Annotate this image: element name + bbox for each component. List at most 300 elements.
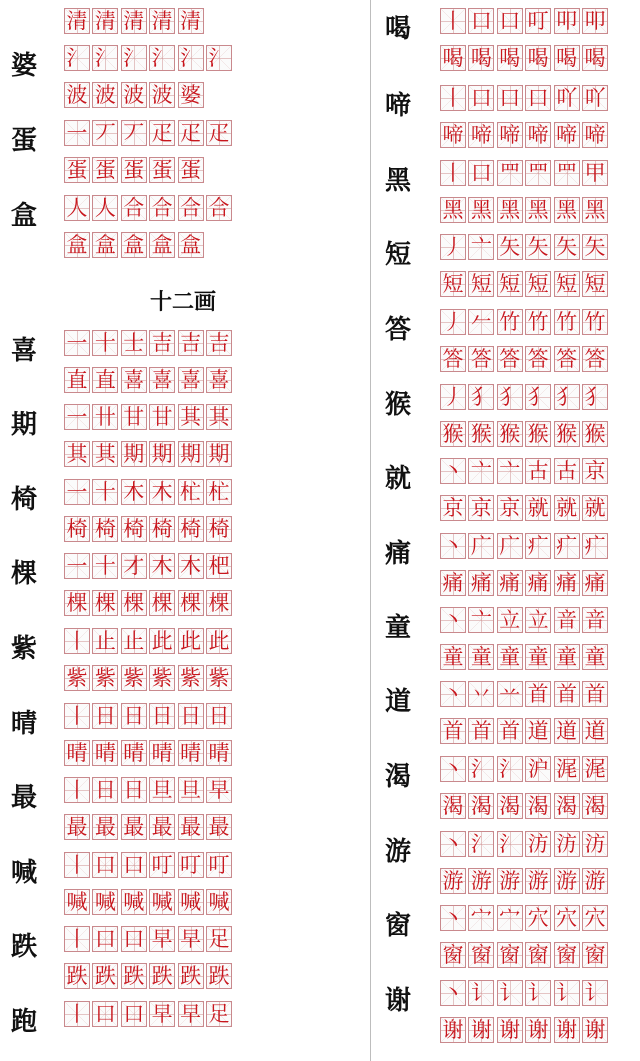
stroke-glyph: 早 (208, 777, 230, 802)
tracing-cell (582, 942, 608, 968)
stroke-glyph: 短 (584, 271, 606, 296)
stroke-glyph: 渴 (556, 793, 578, 818)
stroke-glyph: 吉 (151, 330, 173, 355)
tracing-cell (525, 309, 551, 335)
stroke-glyph: 痛 (556, 570, 578, 595)
tracing-cell (525, 533, 551, 559)
tracing-cell (554, 495, 580, 521)
stroke-glyph: 蛋 (123, 157, 145, 182)
tracing-cell (64, 516, 90, 542)
headword-char: 婆 (10, 51, 37, 81)
stroke-glyph: 喜 (123, 367, 145, 392)
stroke-glyph: 甲 (584, 160, 606, 185)
stroke-glyph: 丶 (442, 458, 464, 483)
stroke-glyph: 杧 (208, 479, 230, 504)
tracing-cell (468, 1017, 494, 1043)
stroke-glyph: 跌 (123, 963, 145, 988)
stroke-glyph: 穴 (527, 905, 549, 930)
stroke-glyph: 甘 (151, 404, 173, 429)
tracing-cell (440, 197, 466, 223)
headword-char: 蛋 (10, 126, 37, 156)
tracing-cell (582, 197, 608, 223)
tracing-cell (64, 195, 90, 221)
tracing-cell (149, 963, 175, 989)
stroke-glyph: 丨 (66, 703, 88, 728)
stroke-glyph: 口 (470, 85, 492, 110)
stroke-glyph: 答 (527, 346, 549, 371)
tracing-cell (497, 570, 523, 596)
stroke-glyph: 童 (442, 644, 464, 669)
tracing-cell (64, 1001, 90, 1027)
stroke-glyph: 婆 (180, 82, 202, 107)
tracing-row (440, 533, 610, 559)
stroke-glyph: 短 (470, 271, 492, 296)
tracing-cell (206, 628, 232, 654)
stroke-glyph: 一 (66, 330, 88, 355)
tracing-cell (554, 570, 580, 596)
stroke-glyph: 丶 (442, 607, 464, 632)
tracing-cell (582, 346, 608, 372)
tracing-cell (468, 756, 494, 782)
tracing-cell (92, 852, 118, 878)
stroke-glyph: 痛 (499, 570, 521, 595)
stroke-glyph: 口 (470, 160, 492, 185)
tracing-cell (497, 905, 523, 931)
tracing-cell (121, 45, 147, 71)
tracing-cell (149, 740, 175, 766)
tracing-cell (468, 942, 494, 968)
tracing-cell (497, 681, 523, 707)
headword-char: 喊 (10, 858, 37, 888)
stroke-glyph: 矢 (584, 234, 606, 259)
stroke-glyph: 窗 (584, 942, 606, 967)
tracing-cell (178, 553, 204, 579)
headword-char: 童 (384, 613, 411, 643)
tracing-cell (497, 868, 523, 894)
stroke-glyph: 啼 (556, 122, 578, 147)
tracing-cell (440, 421, 466, 447)
tracing-row (440, 197, 610, 223)
stroke-glyph: 一 (66, 120, 88, 145)
tracing-row (64, 82, 206, 108)
stroke-glyph: 甘 (123, 404, 145, 429)
stroke-glyph: 窗 (470, 942, 492, 967)
stroke-glyph: 丨 (442, 160, 464, 185)
stroke-glyph: 答 (556, 346, 578, 371)
tracing-cell (525, 681, 551, 707)
tracing-cell (554, 309, 580, 335)
tracing-cell (178, 157, 204, 183)
tracing-row (440, 718, 610, 744)
tracing-cell (64, 852, 90, 878)
tracing-row (440, 831, 610, 857)
tracing-cell (497, 234, 523, 260)
tracing-cell (64, 553, 90, 579)
stroke-glyph: 盒 (151, 232, 173, 257)
tracing-row (440, 346, 610, 372)
stroke-glyph: 古 (527, 458, 549, 483)
tracing-cell (582, 122, 608, 148)
stroke-glyph: 短 (442, 271, 464, 296)
stroke-glyph: 谢 (556, 1017, 578, 1042)
stroke-glyph: 木 (151, 553, 173, 578)
stroke-glyph: 日 (208, 703, 230, 728)
tracing-cell (468, 607, 494, 633)
tracing-cell (582, 8, 608, 34)
stroke-glyph: 波 (66, 82, 88, 107)
tracing-cell (121, 367, 147, 393)
stroke-glyph: 汸 (584, 831, 606, 856)
tracing-row (440, 942, 610, 968)
tracing-cell (554, 8, 580, 34)
stroke-glyph: 紫 (208, 665, 230, 690)
stroke-glyph: 讠 (499, 980, 521, 1005)
stroke-glyph: 游 (470, 868, 492, 893)
stroke-glyph: 跌 (208, 963, 230, 988)
stroke-glyph: 丿 (442, 234, 464, 259)
tracing-cell (468, 309, 494, 335)
tracing-row (64, 45, 234, 71)
tracing-cell (121, 8, 147, 34)
stroke-glyph: 清 (66, 8, 88, 33)
tracing-cell (554, 831, 580, 857)
tracing-cell (64, 926, 90, 952)
stroke-glyph: 日 (123, 777, 145, 802)
stroke-glyph: 游 (527, 868, 549, 893)
tracing-cell (206, 553, 232, 579)
tracing-cell (178, 926, 204, 952)
tracing-cell (468, 533, 494, 559)
stroke-glyph: 喝 (556, 45, 578, 70)
tracing-cell (582, 1017, 608, 1043)
stroke-glyph: 氵 (151, 45, 173, 70)
stroke-glyph: 喊 (151, 889, 173, 914)
stroke-glyph: 晴 (94, 740, 116, 765)
tracing-row (440, 905, 610, 931)
tracing-cell (525, 905, 551, 931)
tracing-cell (440, 905, 466, 931)
stroke-glyph: 喜 (151, 367, 173, 392)
tracing-cell (525, 868, 551, 894)
stroke-glyph: 棵 (66, 590, 88, 615)
stroke-glyph: 口 (94, 852, 116, 877)
stroke-glyph: 氵 (66, 45, 88, 70)
headword-char: 棵 (10, 559, 37, 589)
tracing-cell (525, 570, 551, 596)
tracing-row (64, 441, 234, 467)
stroke-glyph: 才 (123, 553, 145, 578)
stroke-glyph: 京 (499, 495, 521, 520)
stroke-glyph: 人 (94, 195, 116, 220)
tracing-cell (178, 665, 204, 691)
tracing-cell (497, 122, 523, 148)
tracing-cell (121, 777, 147, 803)
stroke-glyph: 亠 (499, 458, 521, 483)
tracing-cell (554, 85, 580, 111)
stroke-glyph: 盒 (123, 232, 145, 257)
stroke-glyph: 旦 (151, 777, 173, 802)
stroke-glyph: 痛 (442, 570, 464, 595)
tracing-cell (92, 628, 118, 654)
tracing-cell (92, 232, 118, 258)
stroke-glyph: 盒 (180, 232, 202, 257)
stroke-glyph: 椅 (151, 516, 173, 541)
stroke-glyph: 窗 (499, 942, 521, 967)
tracing-cell (121, 441, 147, 467)
tracing-cell (92, 330, 118, 356)
stroke-glyph: 丆 (123, 120, 145, 145)
tracing-row (64, 516, 234, 542)
stroke-glyph: 讠 (556, 980, 578, 1005)
stroke-glyph: 黑 (584, 197, 606, 222)
stroke-glyph: 丿 (442, 384, 464, 409)
stroke-glyph: 早 (151, 926, 173, 951)
tracing-row (440, 868, 610, 894)
tracing-cell (440, 644, 466, 670)
stroke-glyph: 游 (584, 868, 606, 893)
tracing-cell (121, 157, 147, 183)
stroke-glyph: 童 (527, 644, 549, 669)
tracing-cell (178, 740, 204, 766)
tracing-cell (497, 718, 523, 744)
tracing-cell (468, 421, 494, 447)
stroke-glyph: 最 (180, 814, 202, 839)
stroke-glyph: 喊 (208, 889, 230, 914)
stroke-glyph: 猴 (584, 421, 606, 446)
tracing-cell (440, 756, 466, 782)
tracing-cell (206, 889, 232, 915)
section-title: 十二画 (149, 289, 216, 315)
tracing-cell (440, 570, 466, 596)
stroke-glyph: 紫 (123, 665, 145, 690)
stroke-glyph: 口 (123, 1001, 145, 1026)
tracing-cell (440, 384, 466, 410)
tracing-row (440, 458, 610, 484)
stroke-glyph: 杧 (180, 479, 202, 504)
stroke-glyph: 晴 (123, 740, 145, 765)
tracing-cell (582, 309, 608, 335)
tracing-cell (554, 868, 580, 894)
tracing-cell (440, 309, 466, 335)
tracing-cell (497, 271, 523, 297)
tracing-cell (64, 777, 90, 803)
tracing-cell (468, 495, 494, 521)
stroke-glyph: 足 (208, 926, 230, 951)
stroke-glyph: 棵 (123, 590, 145, 615)
tracing-cell (206, 367, 232, 393)
stroke-glyph: 止 (123, 628, 145, 653)
tracing-cell (525, 644, 551, 670)
stroke-glyph: 吉 (180, 330, 202, 355)
tracing-cell (206, 703, 232, 729)
tracing-cell (554, 793, 580, 819)
tracing-row (440, 160, 610, 186)
stroke-glyph: 直 (94, 367, 116, 392)
tracing-row (440, 85, 610, 111)
stroke-glyph: 痛 (584, 570, 606, 595)
stroke-glyph: 犭 (470, 384, 492, 409)
stroke-glyph: 答 (470, 346, 492, 371)
stroke-glyph: 此 (180, 628, 202, 653)
stroke-glyph: 十 (94, 479, 116, 504)
stroke-glyph: 蛋 (151, 157, 173, 182)
tracing-cell (525, 122, 551, 148)
tracing-row (64, 926, 234, 952)
stroke-glyph: 木 (123, 479, 145, 504)
tracing-cell (64, 367, 90, 393)
tracing-cell (92, 195, 118, 221)
tracing-cell (525, 793, 551, 819)
headword-char: 跌 (10, 932, 37, 962)
stroke-glyph: 口 (499, 8, 521, 33)
tracing-cell (440, 234, 466, 260)
stroke-glyph: 盒 (94, 232, 116, 257)
tracing-cell (582, 868, 608, 894)
stroke-glyph: 蛋 (66, 157, 88, 182)
tracing-row (440, 271, 610, 297)
tracing-cell (121, 740, 147, 766)
stroke-glyph: 杷 (208, 553, 230, 578)
stroke-glyph: 期 (151, 441, 173, 466)
stroke-glyph: 喝 (527, 45, 549, 70)
stroke-glyph: 晴 (151, 740, 173, 765)
stroke-glyph: 黑 (499, 197, 521, 222)
tracing-cell (121, 889, 147, 915)
tracing-cell (178, 889, 204, 915)
stroke-glyph: 跌 (180, 963, 202, 988)
stroke-glyph: 丨 (66, 926, 88, 951)
headword-char: 短 (384, 240, 411, 270)
stroke-glyph: 清 (123, 8, 145, 33)
tracing-cell (554, 756, 580, 782)
tracing-cell (178, 45, 204, 71)
tracing-row (64, 120, 234, 146)
stroke-glyph: 丨 (442, 85, 464, 110)
tracing-row (64, 628, 234, 654)
tracing-cell (468, 570, 494, 596)
tracing-cell (178, 1001, 204, 1027)
stroke-glyph: 棵 (94, 590, 116, 615)
tracing-cell (497, 644, 523, 670)
tracing-cell (554, 45, 580, 71)
stroke-glyph: 就 (527, 495, 549, 520)
tracing-cell (121, 814, 147, 840)
tracing-cell (149, 232, 175, 258)
stroke-glyph: 最 (94, 814, 116, 839)
stroke-glyph: 氵 (94, 45, 116, 70)
stroke-glyph: 喜 (180, 367, 202, 392)
stroke-glyph: 短 (556, 271, 578, 296)
stroke-glyph: 波 (94, 82, 116, 107)
tracing-cell (582, 85, 608, 111)
tracing-cell (582, 607, 608, 633)
tracing-cell (121, 703, 147, 729)
stroke-glyph: 旦 (180, 777, 202, 802)
stroke-glyph: 亠 (470, 458, 492, 483)
tracing-cell (178, 404, 204, 430)
tracing-cell (440, 85, 466, 111)
tracing-cell (497, 607, 523, 633)
headword-char: 答 (384, 315, 411, 345)
tracing-cell (92, 963, 118, 989)
tracing-cell (121, 82, 147, 108)
tracing-cell (554, 1017, 580, 1043)
stroke-glyph: 喝 (470, 45, 492, 70)
tracing-row (440, 8, 610, 34)
tracing-row (440, 607, 610, 633)
stroke-glyph: 蛋 (94, 157, 116, 182)
tracing-cell (64, 590, 90, 616)
tracing-cell (554, 346, 580, 372)
tracing-cell (440, 533, 466, 559)
tracing-cell (497, 346, 523, 372)
tracing-cell (64, 330, 90, 356)
tracing-cell (440, 718, 466, 744)
stroke-glyph: 啼 (470, 122, 492, 147)
tracing-cell (121, 195, 147, 221)
stroke-glyph: 黑 (470, 197, 492, 222)
tracing-cell (468, 831, 494, 857)
tracing-cell (206, 852, 232, 878)
headword-char: 椅 (10, 485, 37, 515)
stroke-glyph: 犭 (556, 384, 578, 409)
tracing-cell (92, 1001, 118, 1027)
stroke-glyph: 广 (470, 533, 492, 558)
tracing-cell (582, 421, 608, 447)
tracing-cell (440, 607, 466, 633)
stroke-glyph: 广 (499, 533, 521, 558)
tracing-cell (178, 441, 204, 467)
tracing-cell (554, 681, 580, 707)
stroke-glyph: 期 (208, 441, 230, 466)
tracing-cell (582, 793, 608, 819)
stroke-glyph: 晴 (208, 740, 230, 765)
stroke-glyph: 谢 (470, 1017, 492, 1042)
tracing-cell (468, 234, 494, 260)
tracing-cell (178, 8, 204, 34)
headword-char: 盒 (10, 201, 37, 231)
tracing-cell (525, 45, 551, 71)
stroke-glyph: 十 (94, 330, 116, 355)
tracing-cell (525, 756, 551, 782)
stroke-glyph: 吉 (208, 330, 230, 355)
tracing-row (440, 384, 610, 410)
tracing-row (64, 1001, 234, 1027)
stroke-glyph: 喊 (180, 889, 202, 914)
stroke-glyph: 丶 (442, 533, 464, 558)
tracing-cell (149, 479, 175, 505)
stroke-glyph: 丶 (442, 980, 464, 1005)
headword-char: 啼 (384, 91, 411, 121)
tracing-cell (440, 458, 466, 484)
tracing-cell (206, 814, 232, 840)
stroke-glyph: 足 (208, 1001, 230, 1026)
stroke-glyph: 氵 (470, 756, 492, 781)
tracing-cell (178, 852, 204, 878)
tracing-row (64, 852, 234, 878)
stroke-glyph: 叩 (556, 8, 578, 33)
tracing-cell (497, 756, 523, 782)
stroke-glyph: 叮 (180, 852, 202, 877)
tracing-row (64, 814, 234, 840)
tracing-cell (206, 590, 232, 616)
stroke-glyph: 喝 (584, 45, 606, 70)
tracing-cell (525, 346, 551, 372)
stroke-glyph: 痛 (527, 570, 549, 595)
stroke-glyph: 最 (66, 814, 88, 839)
stroke-glyph: 丨 (66, 1001, 88, 1026)
stroke-glyph: 最 (208, 814, 230, 839)
